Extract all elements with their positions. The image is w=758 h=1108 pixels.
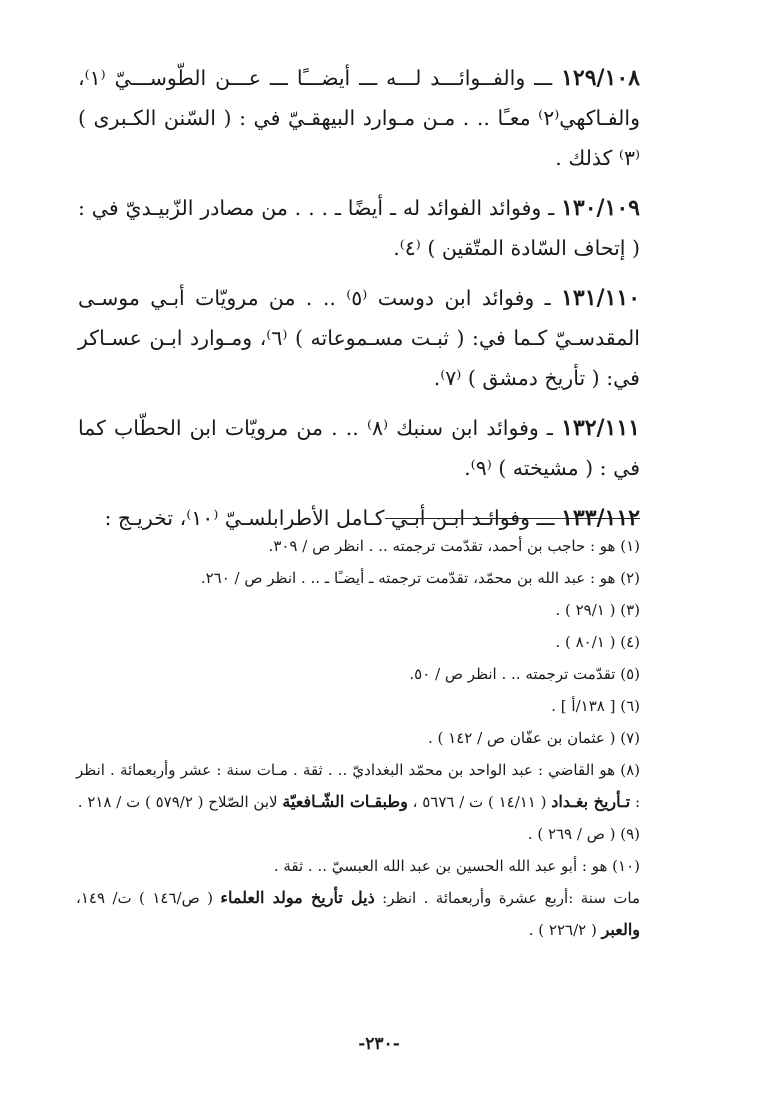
footnote-text: ( ص/١٤٦ ) ت/ ١٤٩، — [76, 889, 221, 907]
footnote-text: لابن الصّلاح ( ٥٧٩/٢ ) ت / ٢١٨ . — [77, 793, 283, 811]
book-title: والعبر — [601, 920, 640, 939]
footnote-text: ( ٢٢٦/٢ ) . — [528, 921, 602, 939]
entry-text: ـــ وفوائـد ابـن أبـي كـامل الأطرابلسـيّ ⁽١٠⁾، تخريـج : — [104, 506, 562, 530]
entry-paragraph — [78, 408, 640, 488]
footnote-9: (٩) ( ص / ٢٦٩ ) . — [527, 825, 640, 843]
footnote-text: ( ١٤/١١ ) ت / ٥٦٧٦ ، — [407, 793, 552, 811]
footnote-text: (٨) هو القاضي : عبد الواحد بن محمّد البغداديّ .. . ثقة . مـات سنة : عشر وأربعمائة . انظر : — [76, 761, 640, 811]
footnote-2: (٢) هو : عبد الله بن محمّد، تقدّمت ترجمته ـ أيضـًا ـ .. . انظر ص / ٢٦٠. — [200, 569, 640, 587]
footnote-1: (١) هو : حاجب بن أحمد، تقدّمت ترجمته .. . انظر ص / ٣٠٩. — [268, 537, 640, 555]
entry-number: ١٣٣/١١٢ — [561, 505, 640, 531]
footnote-7: (٧) ( عثمان بن عفّان ص / ١٤٢ ) . — [428, 729, 640, 747]
entry-number: ١٣١/١١٠ — [561, 285, 641, 311]
main-text — [78, 58, 640, 548]
page-number: -٢٣٠- — [358, 1034, 400, 1054]
entry-number: ١٣٠/١٠٩ — [561, 195, 640, 221]
entry-paragraph — [78, 188, 640, 268]
entry-paragraph — [78, 278, 640, 398]
entry-text: ـــ والفــوائـــد لـــه ـــ أيضـــًا ـــ عـــن الطّوســـيّ ⁽١⁾، والفـاكهي⁽٢⁾ معـًا .. . مـن مـوارد البيهقـيّ في : ( السّنن الكـبرى ) ⁽٣⁾ كذلك . — [78, 66, 640, 170]
footnote-8 — [76, 754, 640, 818]
book-title: وطبقـات الشّـافعيّة — [282, 792, 408, 811]
footnote-3: (٣) ( ٢٩/١ ) . — [555, 601, 640, 619]
footnote-5: (٥) تقدّمت ترجمته .. . انظر ص / ٥٠. — [409, 665, 640, 683]
entry-number: ١٣٢/١١١ — [561, 415, 640, 441]
footnote-6: (٦) [ ١٣٨/أ ] . — [551, 697, 640, 715]
book-title: تـأريخ بغـداد — [551, 792, 631, 811]
footnotes — [76, 530, 640, 946]
footnote-text: مات سنة :أربع عشرة وأربعمائة . انظر: — [374, 889, 640, 907]
entry-text: ـ وفوائد ابن دوست ⁽٥⁾ .. . من مرويّات أبـي موسـى المقدسـيّ كـما في: ( ثبـت مسـموعاته ) ⁽٦⁾، ومـوارد ابـن عسـاكر في: ( تأريخ دمشق ) ⁽٧⁾. — [78, 286, 640, 390]
footnote-4: (٤) ( ٨٠/١ ) . — [555, 633, 640, 651]
footnote-divider — [385, 518, 640, 519]
entry-text: ـ وفوائد الفوائد له ـ أيضًا ـ . . . من مصادر الزّبيـديّ في : ( إتحاف السّادة المتّقين ) ⁽٤⁾. — [78, 196, 640, 260]
entry-text: ـ وفوائد ابن سنبك ⁽٨⁾ .. . من مرويّات ابن الحطّاب كما في : ( مشيخته ) ⁽٩⁾. — [78, 416, 640, 480]
entry-paragraph — [78, 58, 640, 178]
footnote-10-continued — [76, 882, 640, 946]
book-title: ذيل تأريخ مولد العلماء — [220, 888, 375, 907]
footnote-10: (١٠) هو : أبو عبد الله الحسين بن عبد الله العبسيّ .. . ثقة . — [273, 857, 640, 875]
entry-number: ١٢٩/١٠٨ — [561, 65, 640, 91]
